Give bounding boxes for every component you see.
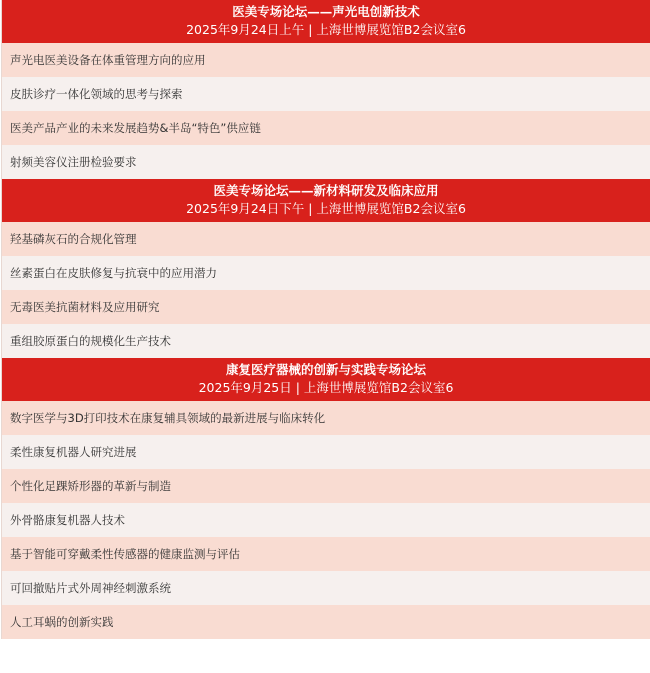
section-title: 康复医疗器械的创新与实践专场论坛: [225, 362, 426, 377]
agenda-item: 个性化足踝矫形器的革新与制造: [2, 469, 650, 503]
agenda-item: 基于智能可穿戴柔性传感器的健康监测与评估: [2, 537, 650, 571]
agenda-item: 人工耳蜗的创新实践: [2, 605, 650, 639]
agenda-item: 外骨骼康复机器人技术: [2, 503, 650, 537]
section-header: [2, 0, 650, 43]
agenda-item: 声光电医美设备在体重管理方向的应用: [2, 43, 650, 77]
agenda-item: 无毒医美抗菌材料及应用研究: [2, 290, 650, 324]
forum-section: [2, 358, 650, 639]
section-subtitle: 2025年9月24日上午 | 上海世博展览馆B2会议室6: [186, 22, 466, 37]
forum-section: [2, 0, 650, 179]
section-header: [2, 358, 650, 401]
forum-agenda: [1, 0, 650, 639]
section-subtitle: 2025年9月24日下午 | 上海世博展览馆B2会议室6: [186, 201, 466, 216]
section-header: [2, 179, 650, 222]
agenda-item: 数字医学与3D打印技术在康复辅具领域的最新进展与临床转化: [2, 401, 650, 435]
agenda-item: 射频美容仪注册检验要求: [2, 145, 650, 179]
agenda-item: 医美产品产业的未来发展趋势&半岛“特色”供应链: [2, 111, 650, 145]
agenda-item: 可回撤贴片式外周神经刺激系统: [2, 571, 650, 605]
section-title: 医美专场论坛——声光电创新技术: [232, 4, 420, 19]
agenda-item: 皮肤诊疗一体化领域的思考与探索: [2, 77, 650, 111]
agenda-item: 丝素蛋白在皮肤修复与抗衰中的应用潜力: [2, 256, 650, 290]
agenda-item: 重组胶原蛋白的规模化生产技术: [2, 324, 650, 358]
forum-section: [2, 179, 650, 358]
section-subtitle: 2025年9月25日 | 上海世博展览馆B2会议室6: [198, 380, 454, 395]
section-title: 医美专场论坛——新材料研发及临床应用: [213, 183, 439, 198]
agenda-item: 羟基磷灰石的合规化管理: [2, 222, 650, 256]
agenda-item: 柔性康复机器人研究进展: [2, 435, 650, 469]
